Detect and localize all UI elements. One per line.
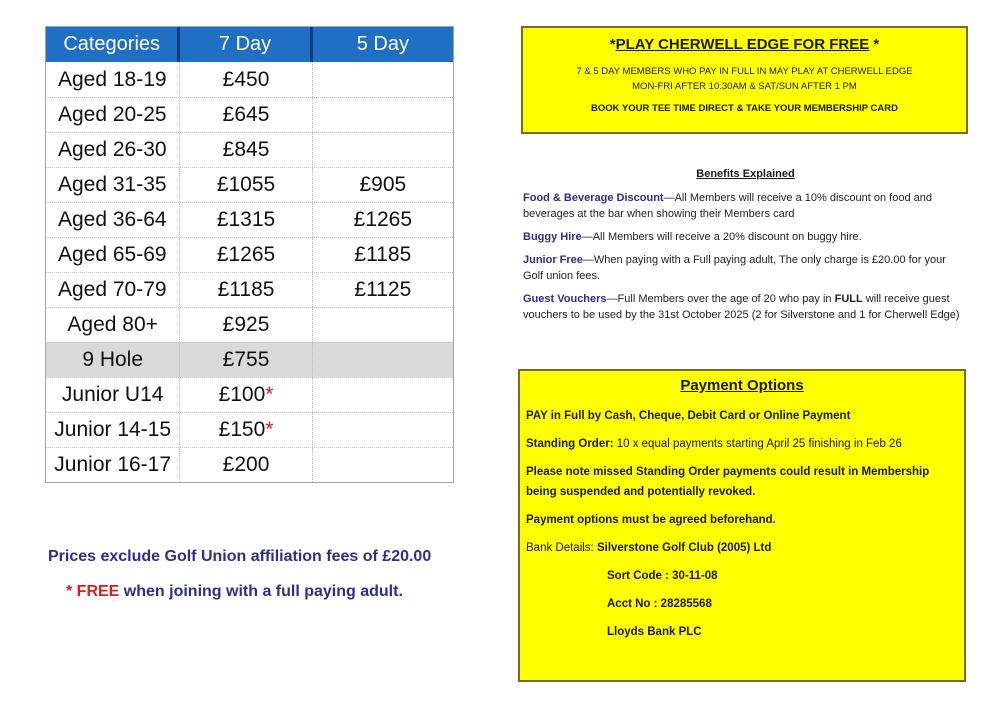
standing-order-label: Standing Order: [526, 438, 614, 450]
category-cell: Aged 31-35 [46, 168, 180, 202]
price-5-day [313, 378, 453, 412]
membership-price-table [45, 26, 454, 483]
table-row [46, 342, 453, 377]
category-cell: Aged 65-69 [46, 238, 180, 272]
benefit-text: —All Members will receive a 10% discount on food and beverages at the bar when showing their Members card [523, 192, 932, 220]
price-value: £100 [218, 383, 266, 406]
price-7-day: £755 [180, 343, 312, 377]
pay-in-full: PAY in Full by Cash, Cheque, Debit Card or Online Payment [526, 410, 851, 422]
header-7-day: 7 Day [180, 27, 312, 62]
table-row [46, 307, 453, 342]
missed-payment-warning: Please note missed Standing Order payments could result in Membership being suspended and potentially revoked. [526, 466, 930, 498]
table-row [46, 202, 453, 237]
table-row [46, 97, 453, 132]
price-5-day: £1185 [354, 243, 412, 266]
benefit-text: —Full Members over the age of 20 who pay in [606, 293, 835, 305]
payment-options-box [518, 369, 966, 682]
category-cell: Aged 20-25 [46, 98, 180, 132]
bank-name: Lloyds Bank PLC [607, 626, 702, 638]
price-7-day: £200 [180, 448, 312, 482]
payment-title: Payment Options [680, 377, 804, 394]
price-5-day: £905 [359, 173, 407, 196]
price-5-day: £1265 [353, 208, 413, 231]
benefit-buggy-hire [523, 229, 968, 245]
category-cell: Aged 26-30 [46, 133, 180, 167]
table-row [46, 167, 453, 202]
affiliation-note: Prices exclude Golf Union affiliation fees of £20.00 [48, 548, 432, 565]
benefit-text: —All Members will receive a 20% discount on buggy hire. [581, 231, 862, 243]
agreement-note: Payment options must be agreed beforehand. [526, 514, 776, 526]
category-cell: Aged 80+ [46, 308, 180, 342]
table-row [46, 377, 453, 412]
category-cell: Junior U14 [46, 378, 180, 412]
benefit-emphasis: FULL [834, 293, 863, 305]
sort-code: Sort Code : 30-11-08 [607, 570, 718, 582]
price-7-day: £1315 [180, 203, 312, 237]
bank-details [526, 538, 958, 558]
header-5-day: 5 Day [356, 33, 409, 55]
benefit-guest-vouchers [523, 291, 968, 323]
promo-line-2: MON-FRI AFTER 10.30AM & SAT/SUN AFTER 1 PM [632, 81, 857, 92]
price-5-day [313, 133, 453, 167]
standing-order [526, 434, 958, 454]
title-suffix: * [869, 36, 880, 53]
price-value: £150 [218, 418, 266, 441]
table-row [46, 132, 453, 167]
price-5-day: £1125 [354, 278, 412, 301]
price-5-day [313, 308, 453, 342]
cherwell-edge-promo [521, 26, 968, 134]
table-header [46, 27, 453, 62]
table-row [46, 272, 453, 307]
standing-order-text: 10 x equal payments starting April 25 finishing in Feb 26 [613, 438, 902, 450]
price-5-day [313, 343, 453, 377]
title-main: PLAY CHERWELL EDGE FOR FREE [615, 36, 870, 53]
benefit-text-cont: will receive guest vouchers to be used by the 31st October 2025 (2 for Silverstone and 1 for Cherwell Edge) [523, 293, 960, 321]
category-cell: Junior 16-17 [46, 448, 180, 482]
benefit-label: Junior Free [523, 254, 583, 266]
price-5-day [313, 98, 453, 132]
price-7-day: £1265 [180, 238, 312, 272]
price-7-day: £925 [180, 308, 312, 342]
asterisk-marker: * [265, 418, 274, 441]
bank-account-name: Silverstone Golf Club (2005) Ltd [596, 542, 772, 554]
title-prefix: * [609, 36, 616, 53]
price-7-day: £845 [180, 133, 312, 167]
free-marker: * FREE [66, 583, 120, 600]
category-cell: Aged 36-64 [46, 203, 180, 237]
table-row [46, 237, 453, 272]
price-7-day [180, 378, 312, 412]
promo-line-1: 7 & 5 DAY MEMBERS WHO PAY IN FULL IN MAY PLAY AT CHERWELL EDGE [576, 66, 913, 77]
category-cell: Junior 14-15 [46, 413, 180, 447]
junior-free-note [66, 583, 446, 601]
free-note-text: when joining with a full paying adult. [119, 583, 403, 600]
benefit-text: —When paying with a Full paying adult, The only charge is £20.00 for your Golf union fees. [523, 254, 946, 282]
price-7-day [180, 413, 312, 447]
promo-title [523, 36, 966, 53]
asterisk-marker: * [265, 383, 274, 406]
price-5-day [313, 413, 453, 447]
price-7-day: £450 [180, 62, 312, 97]
table-row [46, 412, 453, 447]
benefit-label: Guest Vouchers [523, 293, 607, 305]
category-cell: Aged 18-19 [46, 62, 180, 97]
table-row [46, 62, 453, 97]
price-5-day [313, 62, 453, 97]
price-7-day: £1185 [180, 273, 312, 307]
price-7-day: £1055 [180, 168, 312, 202]
price-7-day: £645 [180, 98, 312, 132]
benefit-label: Buggy Hire [523, 231, 582, 243]
account-number: Acct No : 28285568 [607, 598, 712, 610]
table-row [46, 447, 453, 482]
bank-details-label: Bank Details: [526, 542, 597, 554]
category-cell: Aged 70-79 [46, 273, 180, 307]
promo-booking-note: BOOK YOUR TEE TIME DIRECT & TAKE YOUR MEMBERSHIP CARD [590, 103, 898, 114]
category-cell: 9 Hole [46, 343, 180, 377]
benefit-label: Food & Beverage Discount [523, 192, 664, 204]
price-5-day [313, 448, 453, 482]
benefits-section [523, 168, 968, 330]
header-categories: Categories [46, 27, 180, 62]
benefit-food-beverage [523, 190, 968, 222]
benefit-junior-free [523, 252, 968, 284]
benefits-title: Benefits Explained [696, 168, 795, 180]
